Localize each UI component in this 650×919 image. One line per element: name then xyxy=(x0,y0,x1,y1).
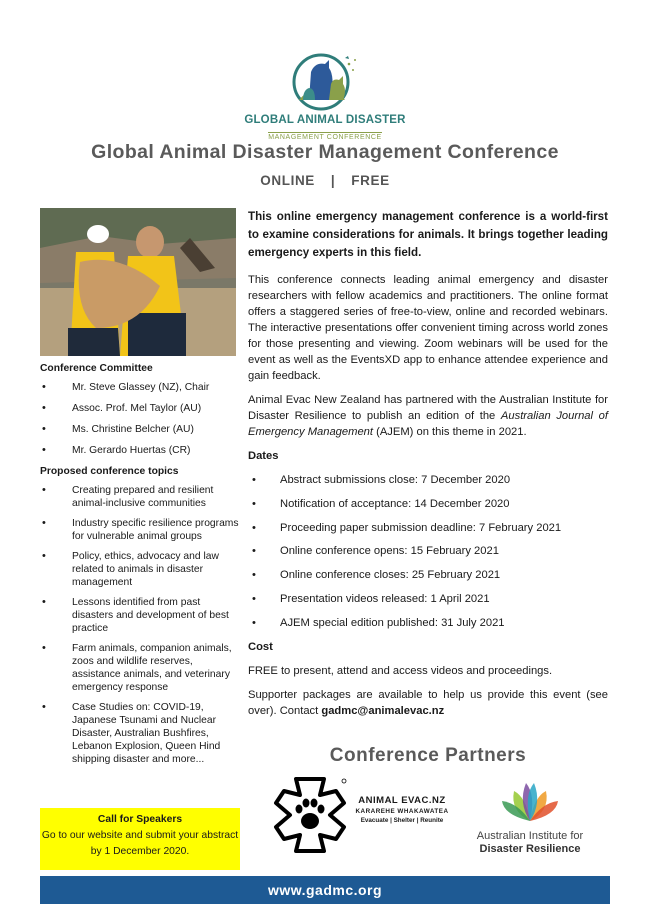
list-item: • Proceeding paper submission deadline: 7 February 2021 xyxy=(248,520,608,536)
topics-list xyxy=(40,484,240,766)
topics-heading: Proposed conference topics xyxy=(40,466,179,477)
list-item: • Notification of acceptance: 14 December 2020 xyxy=(248,496,608,512)
online-label: ONLINE xyxy=(260,173,315,188)
list-item: • Industry specific resilience programs for vulnerable animal groups xyxy=(40,517,240,543)
page-title: Global Animal Disaster Management Conference xyxy=(91,141,559,163)
animals-logo-icon xyxy=(285,50,365,112)
list-item: • Assoc. Prof. Mel Taylor (AU) xyxy=(40,402,240,415)
list-item: • Policy, ethics, advocacy and law related to animals in disaster management xyxy=(40,550,240,589)
list-item: • Case Studies on: COVID-19, Japanese Tsunami and Nuclear Disaster, Australian Bushfires, Lebanon Explosion, Queen Hind shipping disaster and more... xyxy=(40,701,240,766)
aidr-line1: Australian Institute for xyxy=(476,830,584,842)
format-line xyxy=(0,173,650,188)
website-footer[interactable]: www.gadmc.org xyxy=(40,876,610,904)
speakers-text: Go to our website and submit your abstract by 1 December 2020. xyxy=(41,830,239,857)
list-item: • Mr. Gerardo Huertas (CR) xyxy=(40,444,240,457)
cost-heading: Cost xyxy=(248,640,273,653)
journal-name: Australian Journal of Emergency Management xyxy=(248,410,608,438)
rescue-photo xyxy=(40,208,236,356)
list-item: • Online conference closes: 25 February 2021 xyxy=(248,567,608,583)
partners-heading: Conference Partners xyxy=(329,745,527,766)
committee-list xyxy=(40,381,240,457)
animal-evac-text xyxy=(352,795,452,824)
aidr-petals-icon xyxy=(500,775,560,823)
speakers-heading: Call for Speakers xyxy=(97,814,183,825)
aidr-logo xyxy=(460,775,600,856)
animal-evac-tagline: Evacuate | Shelter | Reunite xyxy=(360,817,444,824)
maltese-cross-paw-icon xyxy=(272,775,348,855)
list-item: • Mr. Steve Glassey (NZ), Chair xyxy=(40,381,240,394)
list-item: • AJEM special edition published: 31 July 2021 xyxy=(248,615,608,631)
animal-evac-maori: KARAREHE WHAKAWATEA xyxy=(355,808,449,815)
animal-evac-name: ANIMAL EVAC.NZ xyxy=(358,795,446,806)
list-item: • Lessons identified from past disasters and development of best practice xyxy=(40,596,240,635)
cost-text: FREE to present, attend and access videos and proceedings. xyxy=(248,664,553,677)
description-paragraph: This conference connects leading animal emergency and disaster researchers with fellow academics and practitioners. The online format offers a staggered series of free-to-view, online and recorded webinars. The interactive presentations offer convenient timing across world zones for those presenting and viewing. Zoom webinars will be used for the event as well as the EventsXD app to enhance attendee experience and gain feedback. xyxy=(248,274,608,382)
contact-email[interactable]: gadmc@animalevac.nz xyxy=(321,704,445,717)
call-for-speakers-box xyxy=(40,808,240,870)
logo-subtitle: MANAGEMENT CONFERENCE xyxy=(268,134,382,141)
list-item: • Creating prepared and resilient animal-inclusive communities xyxy=(40,484,240,510)
supporter-text: Supporter packages are available to help us provide this event (see over). Contact xyxy=(248,688,608,717)
logo-title: GLOBAL ANIMAL DISASTER xyxy=(244,114,406,126)
right-column xyxy=(248,208,608,727)
aidr-name xyxy=(460,830,600,856)
dates-heading: Dates xyxy=(248,450,279,462)
gadmc-logo xyxy=(230,50,420,140)
supporter-paragraph xyxy=(248,687,608,719)
list-item: • Online conference opens: 15 February 2021 xyxy=(248,543,608,559)
committee-heading: Conference Committee xyxy=(40,363,153,374)
partnership-text: Animal Evac New Zealand has partnered with the Australian Institute for Disaster Resilience to publish an edition of the xyxy=(248,394,608,422)
list-item: • Farm animals, companion animals, zoos and wildlife reserves, assistance animals, and veterinary emergency response xyxy=(40,642,240,694)
partnership-text-end: (AJEM) on this theme in 2021. xyxy=(373,426,527,438)
dates-list xyxy=(248,472,608,631)
intro-text: This online emergency management conference is a world-first to examine considerations for animals. It brings together leading emergency experts in this field. xyxy=(248,210,608,259)
separator: | xyxy=(330,173,336,188)
free-label: FREE xyxy=(351,173,390,188)
left-column xyxy=(40,362,240,773)
list-item: • Ms. Christine Belcher (AU) xyxy=(40,423,240,436)
list-item: • Abstract submissions close: 7 December 2020 xyxy=(248,472,608,488)
aidr-line2: Disaster Resilience xyxy=(479,843,581,855)
list-item: • Presentation videos released: 1 April 2021 xyxy=(248,591,608,607)
partnership-paragraph xyxy=(248,392,608,440)
